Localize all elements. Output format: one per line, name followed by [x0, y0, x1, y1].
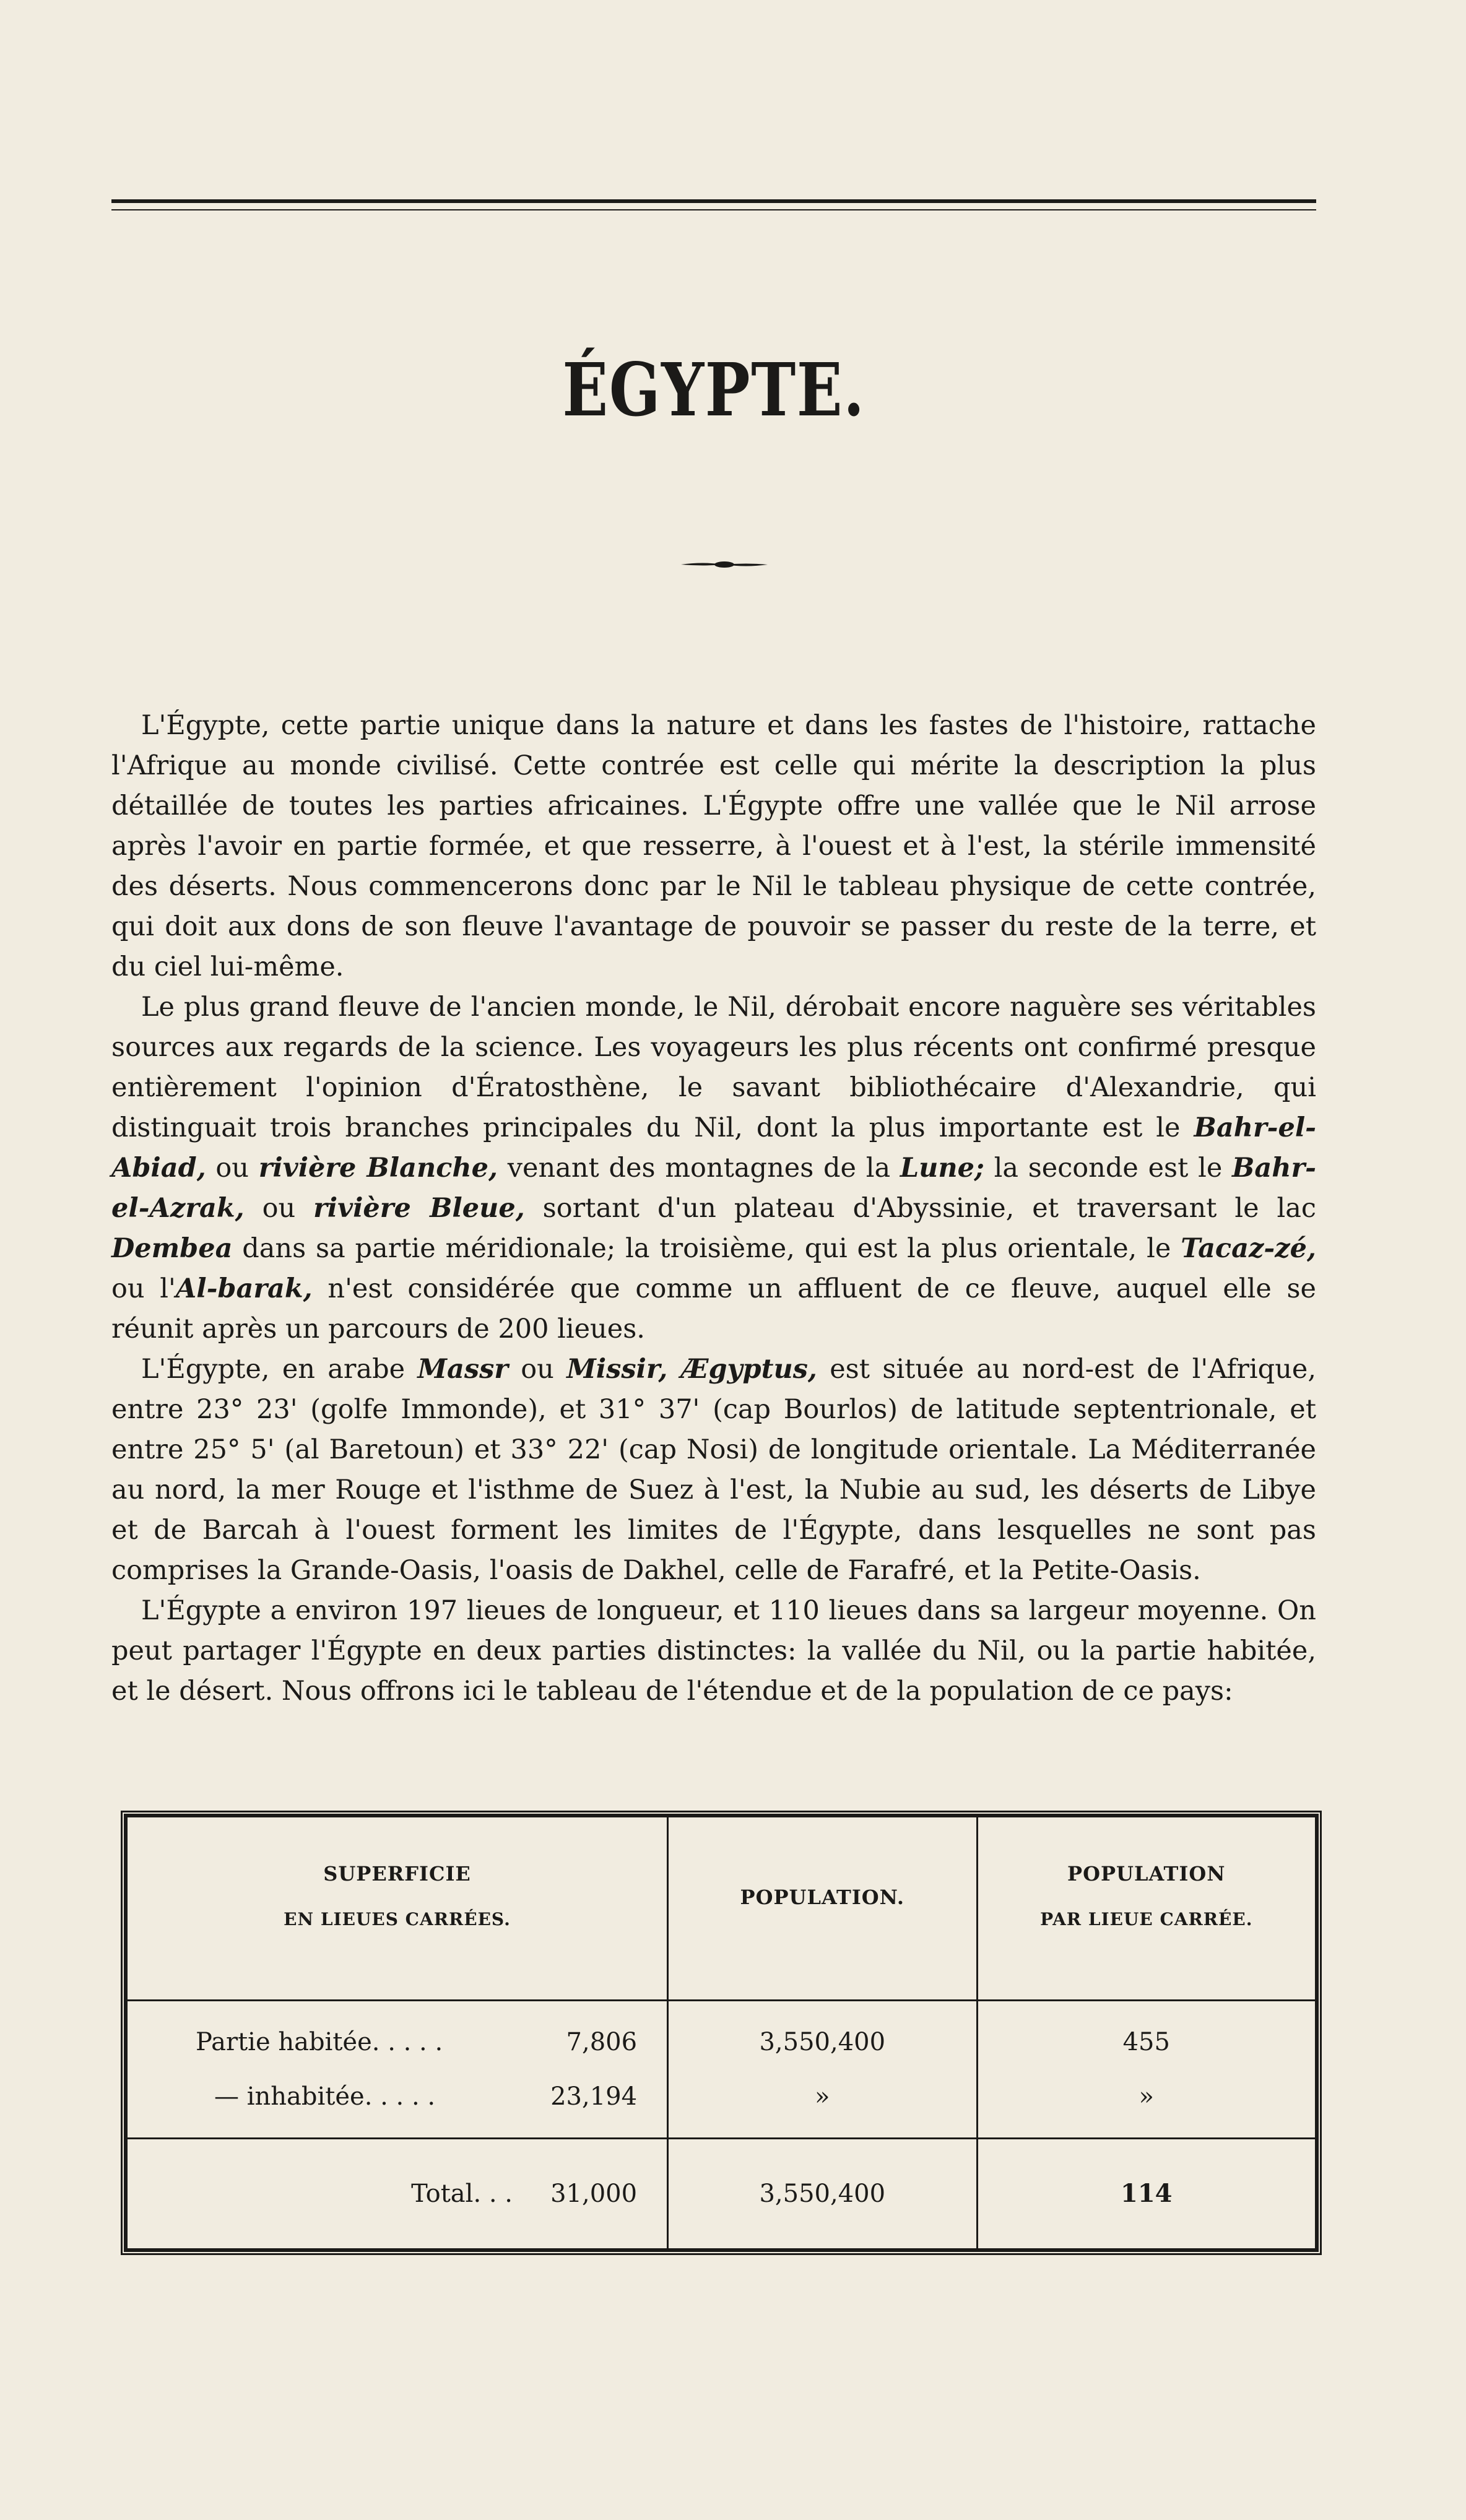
row-density: 455 [977, 2015, 1316, 2069]
text-run: n'est considérée que comme un affluent de ce fleuve, auquel elle se réunit après un parcours de 200 lieues. [111, 1273, 1316, 1344]
table-total-row [127, 2138, 1316, 2249]
italic-term: Bahr-el-Abiad, [111, 1112, 1316, 1184]
italic-term: Bahr-el-Azrak, [111, 1153, 1317, 1224]
italic-term: Dembea [111, 1233, 233, 1264]
row-area: 7,806 [525, 2015, 668, 2069]
text-run: ou l' [111, 1273, 176, 1304]
text-run: venant des montagnes de la [498, 1153, 900, 1184]
row-label: — inhabitée. . . . . [127, 2069, 526, 2124]
text-run: L'Égypte, cette partie unique dans la nature et dans les fastes de l'histoire, rattache l'Afrique au monde civilisé. Cette contrée est celle qui mérite la description la plus détaillée de toutes les parties africaines. L'Égypte offre une vallée que le Nil arrose après l'avoir en partie formée, et que resserre, à l'ouest et à l'est, la stérile immensité des déserts. Nous commencerons donc par le Nil le tableau physique de cette contrée, qui doit aux dons de son fleuve l'avantage de pouvoir se passer du reste de la terre, et du ciel lui-même. [111, 710, 1316, 982]
row-population: 3,550,400 [668, 2015, 977, 2069]
italic-term: rivière Bleue, [313, 1193, 525, 1224]
text-run: est située au nord-est de l'Afrique, entre 23° 23' (golfe Immonde), et 31° 37' (cap Bourlos) de latitude septentrionale, et entre 25° 5' (al Baretoun) et 33° 22' (cap Nosi) de longitude orientale. La Méditerranée au nord, la mer Rouge et l'isthme de Suez à l'est, la Nubie au sud, les déserts de Libye et de Barcah à l'ouest forment les limites de l'Égypte, dans lesquelles ne sont pas comprises la Grande-Oasis, l'oasis de Dakhel, celle de Farafré, et la Petite-Oasis. [111, 1354, 1317, 1586]
paragraph [111, 706, 1316, 987]
italic-term: Tacaz-zé, [1181, 1233, 1316, 1264]
header-population: POPULATION. [668, 1817, 977, 2001]
italic-term: Al-barak, [175, 1273, 313, 1304]
total-area: 31,000 [525, 2138, 668, 2249]
text-run: L'Égypte, en arabe [141, 1354, 418, 1385]
text-run: Le plus grand fleuve de l'ancien monde, le Nil, dérobait encore naguère ses véritables sources aux regards de la science. Les voyageurs les plus récents ont confirmé presque entièrement l'opinion d'Ératosthène, le savant bibliothécaire d'Alexandrie, qui distinguait trois branches principales du Nil, dont la plus importante est le [111, 992, 1316, 1143]
header-rule [111, 199, 1316, 210]
row-density: » [977, 2069, 1316, 2124]
italic-term: rivière Blanche, [258, 1153, 498, 1184]
ornament-divider-icon [681, 560, 768, 569]
total-density: 114 [977, 2138, 1316, 2249]
paragraph [111, 1591, 1316, 1712]
header-superficie: SUPERFICIE EN LIEUES CARRÉES. [127, 1817, 668, 2001]
table-row [127, 2015, 1316, 2069]
italic-term: Missir, Ægyptus, [566, 1354, 817, 1385]
paragraph [111, 1349, 1316, 1591]
total-population: 3,550,400 [668, 2138, 977, 2249]
paragraph [111, 987, 1316, 1349]
page-title: ÉGYPTE. [562, 347, 865, 433]
text-run: ou [244, 1193, 314, 1224]
table-row [127, 2069, 1316, 2124]
row-population: » [668, 2069, 977, 2124]
text-run: L'Égypte a environ 197 lieues de longueur, et 110 lieues dans sa largeur moyenne. On peut partager l'Égypte en deux parties distinctes: la vallée du Nil, ou la partie habitée, et le désert. Nous offrons ici le tableau de l'étendue et de la population de ce pays: [111, 1595, 1316, 1707]
text-run: ou [206, 1153, 259, 1184]
italic-term: Massr [417, 1354, 508, 1385]
text-run: la seconde est le [984, 1153, 1233, 1184]
population-table [121, 1811, 1322, 2255]
body-text [111, 706, 1316, 1712]
italic-term: Lune; [900, 1153, 984, 1184]
header-density: POPULATION PAR LIEUE CARRÉE. [977, 1817, 1316, 2001]
row-area: 23,194 [525, 2069, 668, 2124]
text-run: dans sa partie méridionale; la troisième, qui est la plus orientale, le [232, 1233, 1181, 1264]
total-label: Total. . . [127, 2138, 526, 2249]
row-label: Partie habitée. . . . . [127, 2015, 526, 2069]
text-run: ou [508, 1354, 567, 1385]
text-run: sortant d'un plateau d'Abyssinie, et traversant le lac [524, 1193, 1317, 1224]
